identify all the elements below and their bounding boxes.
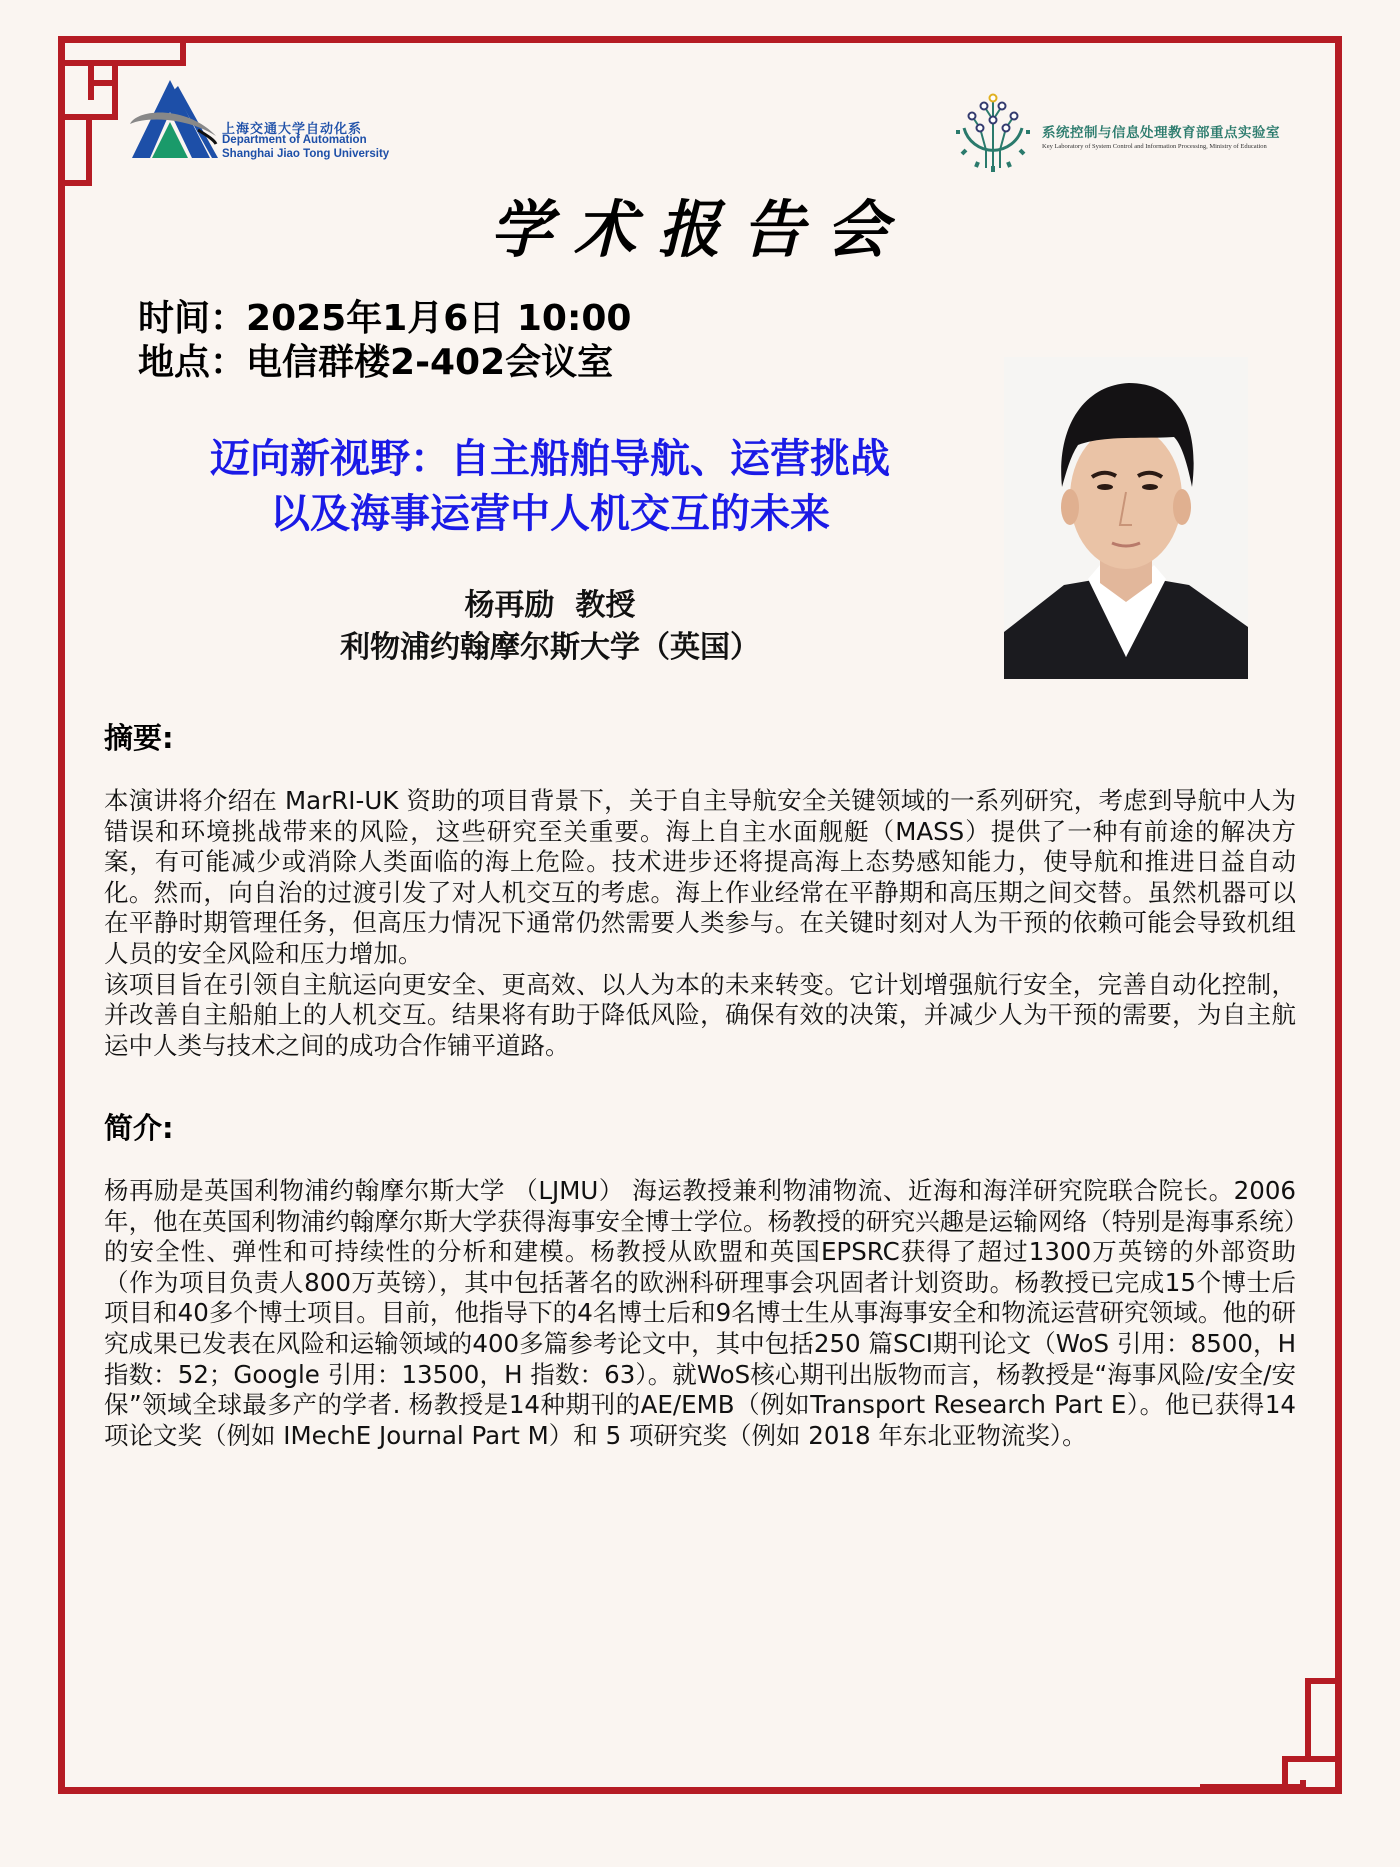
event-location — [138, 334, 613, 385]
gear-circuit-icon — [950, 88, 1036, 174]
abstract-heading: 摘要: — [104, 721, 174, 755]
speaker-affiliation: 利物浦约翰摩尔斯大学（英国） — [340, 630, 760, 665]
location-label: 地点： — [138, 342, 247, 383]
frame-top — [58, 36, 1342, 43]
speaker-portrait — [1004, 357, 1248, 679]
bio-body — [104, 1176, 1296, 1451]
abstract-body — [104, 786, 1296, 1061]
location-value: 电信群楼2-402会议室 — [246, 342, 614, 383]
sjtu-a-mountain-icon — [128, 78, 220, 162]
talk-title — [140, 432, 960, 542]
abstract-paragraph-2: 该项目旨在引领自主航运向更安全、更高效、以人为本的未来转变。它计划增强航行安全，完善自动化控制，并改善自主船舶上的人机交互。结果将有助于降低风险，确保有效的决策，并减少人为干预的需要，为自主航运中人类与技术之间的成功合作铺平道路。 — [104, 969, 1296, 1060]
talk-title-line2: 以及海事运营中人机交互的未来 — [270, 491, 830, 537]
speaker-name: 杨再励 教授 — [464, 588, 636, 623]
talk-title-line1: 迈向新视野：自主船舶导航、运营挑战 — [210, 436, 890, 482]
org-name-en-line2: Shanghai Jiao Tong University — [222, 148, 390, 160]
bio-heading: 简介: — [104, 1111, 174, 1145]
abstract-paragraph-1: 本演讲将介绍在 MarRI-UK 资助的项目背景下，关于自主导航安全关键领域的一系列研究，考虑到导航中人为错误和环境挑战带来的风险，这些研究至关重要。海上自主水面舰艇（MASS）提供了一种有前途的解决方案，有可能减少或消除人类面临的海上危险。技术进步还将提高海上态势感知能力，使导航和推进日益自动化。然而，向自治的过渡引发了对人机交互的考虑。海上作业经常在平静期和高压期之间交替。虽然机器可以在平静时期管理任务，但高压力情况下通常仍然需要人类参与。在关键时刻对人为干预的依赖可能会导致机组人员的安全风险和压力增加。 — [104, 786, 1296, 968]
org-name-en-line1: Department of Automation — [222, 134, 367, 146]
sjtu-automation-logo — [128, 78, 428, 162]
fret-br-2 — [1305, 1678, 1311, 1760]
org-name-cn: 上海交通大学自动化系 — [222, 122, 363, 137]
frame-left — [58, 36, 65, 1794]
event-title: 学术报告会 — [489, 193, 910, 266]
fret-tl-2 — [180, 36, 186, 66]
bio-paragraph-1: 杨再励是英国利物浦约翰摩尔斯大学 （LJMU） 海运教授兼利物浦物流、近海和海洋研究院联合院长。2006年，他在英国利物浦约翰摩尔斯大学获得海事安全博士学位。杨教授的研究兴趣是运输网络（特别是海事系统）的安全性、弹性和可持续性的分析和建模。杨教授从欧盟和英国EPSRC获得了超过1300万英镑的外部资助（作为项目负责人800万英镑），其中包括著名的欧洲科研理事会巩固者计划资助。杨教授已完成15个博士后项目和40多个博士项目。目前，他指导下的4名博士后和9名博士生从事海事安全和物流运营研究领域。他的研究成果已发表在风险和运输领域的400多篇参考论文中，其中包括250 篇SCI期刊论文（WoS 引用：8500，H 指数：52；Google 引用：13500，H 指数：63）。就WoS核心期刊出版物而言，杨教授是“海事风险/安全/安保”领域全球最多产的学者. 杨教授是14种期刊的AE/EMB（例如Transport Research Part E）。他已获得14项论文奖（例如 IMechE Journal Part M）和 5 项研究奖（例如 2018 年东北亚物流奖）。 — [104, 1176, 1296, 1450]
frame-right — [1335, 36, 1342, 1794]
portrait-photo-icon — [1004, 357, 1248, 679]
frame-bottom — [58, 1787, 1342, 1794]
key-lab-logo — [950, 88, 1320, 178]
lab-name-en: Key Laboratory of System Control and Information Processing, Ministry of Education — [1042, 143, 1267, 150]
fret-tl-1 — [65, 60, 185, 66]
time-label: 时间： — [138, 298, 247, 339]
fret-br-3 — [1282, 1756, 1342, 1762]
fret-br-6 — [1200, 1784, 1306, 1789]
fret-tl-7 — [86, 114, 92, 184]
fret-tl-5 — [112, 60, 118, 120]
lab-name-cn: 系统控制与信息处理教育部重点实验室 — [1042, 125, 1280, 141]
time-value: 2025年1月6日 10:00 — [246, 298, 632, 339]
